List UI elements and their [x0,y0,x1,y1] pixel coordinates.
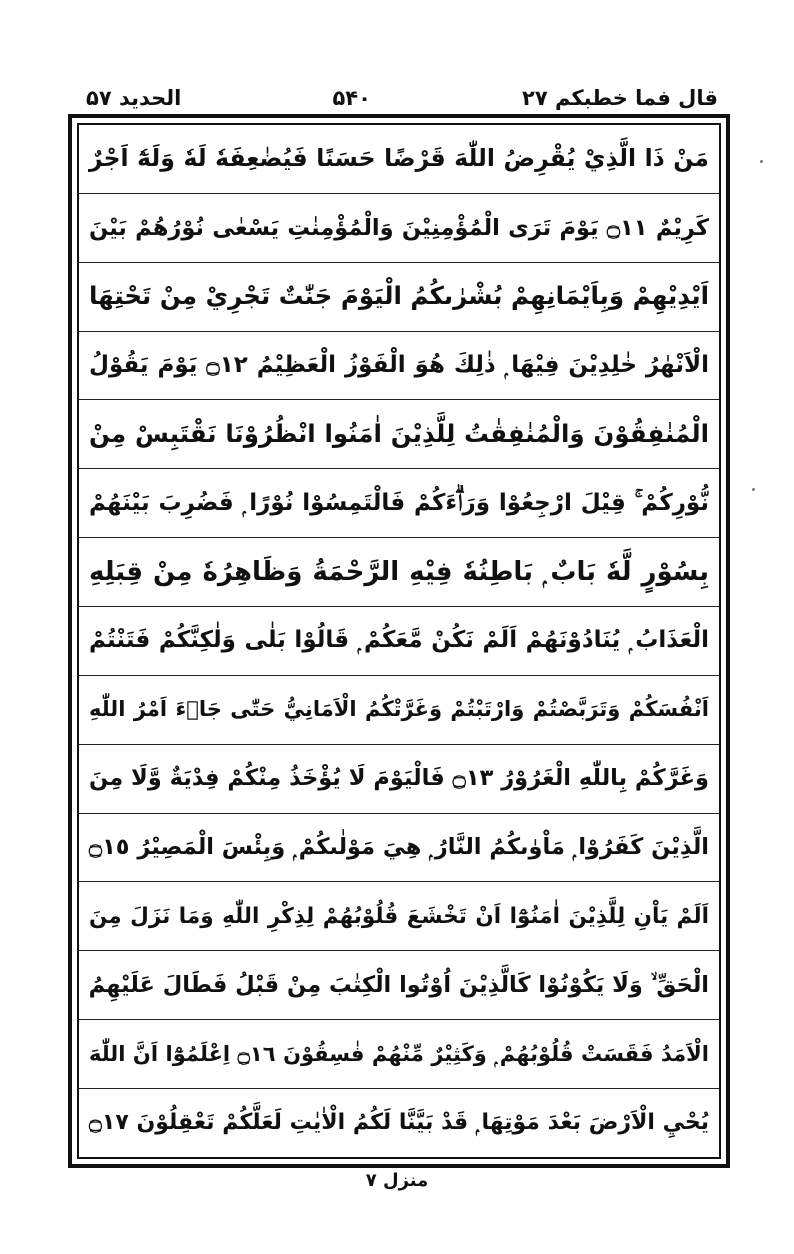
text-line-content: وَغَرَّكُمْ بِاللّٰهِ الْغَرُوْرُ ۝١٣ فَالْيَوْمَ لَا يُؤْخَذُ مِنْكُمْ فِدْيَةٌ وَّلَا مِنَ [89,765,709,792]
text-line-content: اَلَمْ يَاْنِ لِلَّذِيْنَ اٰمَنُوْٓا اَنْ تَخْشَعَ قُلُوْبُهُمْ لِذِكْرِ اللّٰهِ وَمَا نَزَلَ مِنَ [89,903,709,929]
page-footer [0,1170,794,1191]
manzil-label: منزل ۷ [365,1170,429,1191]
text-line-content: اَنْفُسَكُمْ وَتَرَبَّصْتُمْ وَارْتَبْتُمْ وَغَرَّتْكُمُ الْاَمَانِيُّ حَتّٰى جَاۗءَ اَمْرُ اللّٰهِ [89,697,709,722]
text-line-content: الْحَقِّ ۙ وَلَا يَكُوْنُوْا كَالَّذِيْنَ اُوْتُوا الْكِتٰبَ مِنْ قَبْلُ فَطَالَ عَلَيْهِمُ [88,971,709,998]
text-line [79,469,719,538]
text-line-content: الْاَمَدُ فَقَسَتْ قُلُوْبُهُمْ ۭ وَكَثِيْرٌ مِّنْهُمْ فٰسِقُوْنَ ۝١٦ اِعْلَمُوْٓا اَنَّ اللّٰهَ [89,1041,709,1066]
text-line-content: يُحْيِ الْاَرْضَ بَعْدَ مَوْتِهَا ۭ قَدْ بَيَّنَّا لَكُمُ الْاٰيٰتِ لَعَلَّكُمْ تَعْقِلُوْنَ ۝١٧ [89,1109,709,1135]
text-line-content: الْعَذَابُ ۭ يُنَادُوْنَهُمْ اَلَمْ نَكُنْ مَّعَكُمْ ۭ قَالُوْا بَلٰى وَلٰكِنَّكُمْ فَتَنْتُمْ [89,627,709,654]
text-line [79,1020,719,1089]
text-line [79,882,719,951]
scan-speck [752,488,755,491]
juz-name: قال فما خطبكم ۲۷ [522,86,718,110]
page-number: ۵۴۰ [332,86,371,110]
text-line [79,125,719,194]
scan-speck [760,160,763,163]
text-line [79,607,719,676]
text-line-content: بِسُوْرٍ لَّهٗ بَابٌ ۭ بَاطِنُهٗ فِيْهِ الرَّحْمَةُ وَظَاهِرُهٗ مِنْ قِبَلِهِ [89,557,709,588]
text-line-content: اَيْدِيْهِمْ وَبِاَيْمَانِهِمْ بُشْرٰىكُمُ الْيَوْمَ جَنّٰتٌ تَجْرِيْ مِنْ تَحْتِهَا [89,281,709,311]
text-line [79,194,719,263]
text-line-content: مَنْ ذَا الَّذِيْ يُقْرِضُ اللّٰهَ قَرْضًا حَسَنًا فَيُضٰعِفَهٗ لَهٗ وَلَهٗٓ اَجْرٌ [89,144,709,173]
text-line [79,676,719,745]
text-line [79,951,719,1020]
text-line [79,332,719,401]
text-line-content: الَّذِيْنَ كَفَرُوْا ۭ مَاْوٰىكُمُ النَّارُ ۭ هِيَ مَوْلٰىكُمْ ۭ وَبِئْسَ الْمَصِيْرُ ۝١٥ [88,834,709,861]
text-line-content: الْمُنٰفِقُوْنَ وَالْمُنٰفِقٰتُ لِلَّذِيْنَ اٰمَنُوا انْظُرُوْنَا نَقْتَبِسْ مِنْ [89,419,709,449]
text-line [79,745,719,814]
text-line [79,814,719,883]
text-line-content: الْاَنْهٰرُ خٰلِدِيْنَ فِيْهَا ۭ ذٰلِكَ هُوَ الْفَوْزُ الْعَظِيْمُ ۝١٢ يَوْمَ يَقُوْلُ [89,352,709,378]
text-line-content: كَرِيْمٌ ۝١١ يَوْمَ تَرَى الْمُؤْمِنِيْنَ وَالْمُؤْمِنٰتِ يَسْعٰى نُوْرُهُمْ بَيْنَ [89,214,709,241]
surah-name: الحديد ۵۷ [86,86,182,110]
text-line-content: نُّوْرِكُمْ ۚ قِيْلَ ارْجِعُوْا وَرَاۗءَكُمْ فَالْتَمِسُوْا نُوْرًا ۭ فَضُرِبَ بَيْنَهُمْ [89,489,709,516]
page-header [72,82,722,114]
text-line [79,400,719,469]
page-frame-inner-border [77,123,721,1159]
text-line [79,263,719,332]
page-frame-outer-border [68,114,730,1168]
text-line [79,1089,719,1157]
text-line [79,538,719,607]
